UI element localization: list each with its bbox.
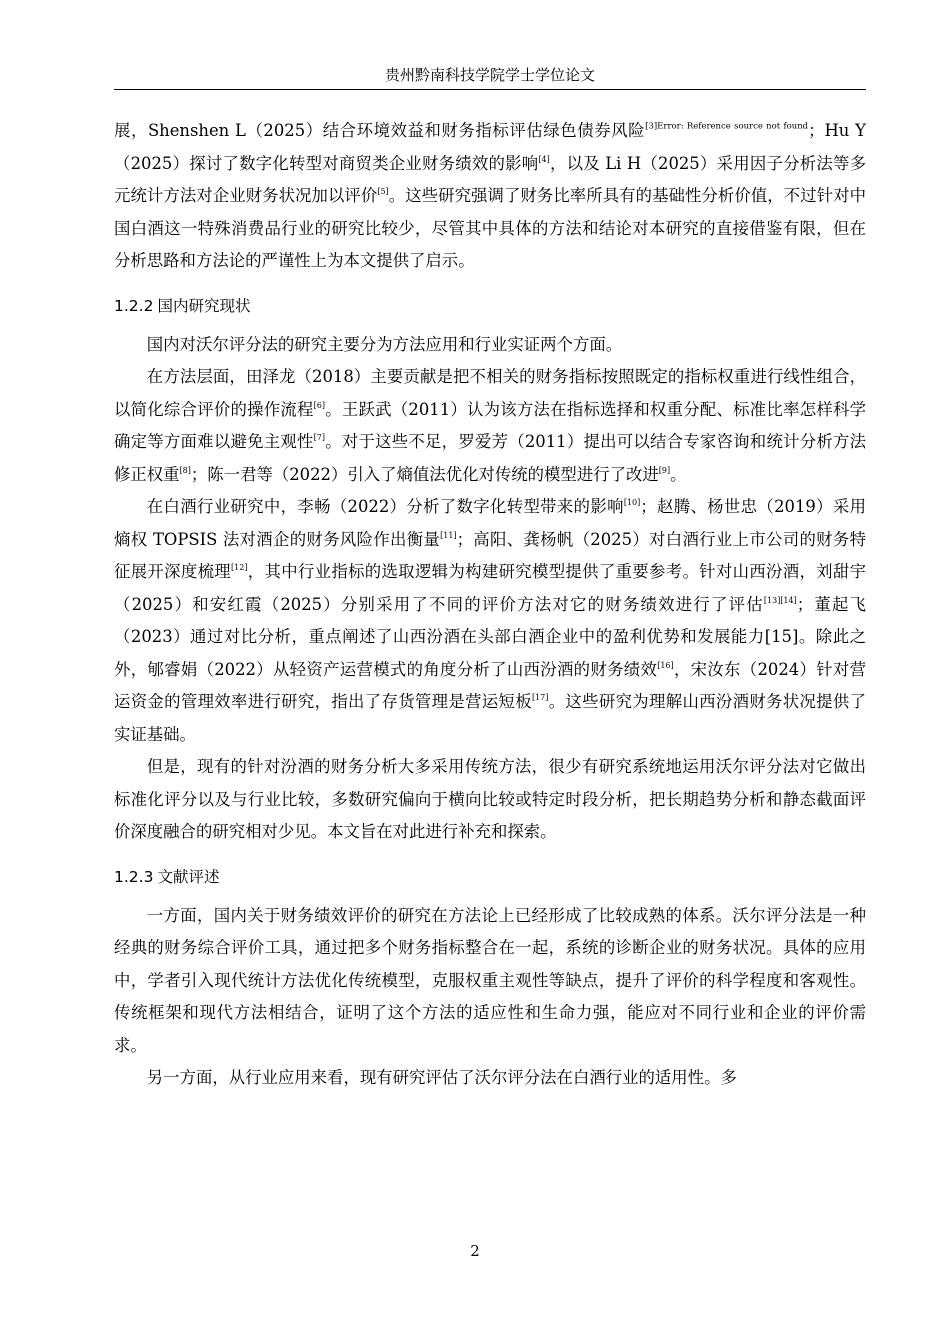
text-run: 一方面，国内关于财务绩效评价的研究在方法论上已经形成了比较成熟的体系。沃尔评分法是一种经典的财务综合评价工具，通过把多个财务指标整合在一起，系统的诊断企业的财务状况。具体的应用中，学者引入现代统计方法优化传统模型，克服权重主观性等缺点，提升了评价的科学程度和客观性。传统框架和现代方法相结合，证明了这个方法的适应性和生命力强，能应对不同行业和企业的评价需求。 — [114, 905, 866, 1055]
text-run: 展，Shenshen L（2025）结合环境效益和财务指标评估绿色债券风险 — [114, 121, 646, 140]
body-text — [114, 115, 866, 1095]
section-title: 文献评述 — [157, 867, 220, 886]
text-run: 。 — [670, 464, 687, 484]
text-run: 另一方面，从行业应用来看，现有研究评估了沃尔评分法在白酒行业的适用性。多 — [146, 1068, 737, 1087]
citation: [9] — [658, 465, 671, 475]
header-rule — [114, 89, 866, 90]
text-run: ；赵腾、杨世忠（2019）采用熵权 TOPSIS 法对酒企的财务风险作出衡量 — [114, 497, 866, 549]
citation: [8] — [179, 465, 191, 475]
text-run: ，以及 Li H（2025）采用因子分析法等多元统计方法对企业财务状况加以评价 — [114, 153, 866, 205]
citation: [17] — [531, 692, 549, 702]
text-run: 国内对沃尔评分法的研究主要分为方法应用和行业实证两个方面。 — [146, 334, 623, 354]
text-run: 在白酒行业研究中，李畅（2022）分析了数字化转型带来的影响 — [146, 497, 624, 516]
section-heading-1-2-2 — [114, 292, 866, 320]
text-run: ，其中行业指标的选取逻辑为构建研究模型提供了重要参考。针对山西汾酒，刘甜宇（2025）和安红霞（2025）分别采用了不同的评价方法对它的财务绩效进行了评估 — [114, 562, 867, 614]
running-header: 贵州黔南科技学院学士学位论文 — [384, 66, 595, 84]
section-heading-1-2-3 — [114, 863, 866, 891]
citation: [6] — [313, 400, 325, 410]
citation: [13][14] — [763, 595, 797, 605]
paragraph — [114, 751, 866, 849]
section-number: 1.2.2 — [114, 296, 154, 315]
text-run: 。对于这些不足，罗爱芳（2011）提出可以结合专家咨询和统计分析方法修正权重 — [114, 432, 867, 484]
citation: [7] — [313, 432, 325, 442]
text-run: 。王跃武（2011）认为该方法在指标选择和权重分配、标准比率怎样科学确定等方面难以避免主观性 — [114, 399, 867, 451]
text-run: ；董起飞（2023）通过对比分析，重点阐述了山西汾酒在头部白酒企业中的盈利优势和发展能力[15]。除此之外，郇睿娟（2022）从轻资产运营模式的角度分析了山西汾酒的财务绩效 — [114, 594, 866, 679]
citation: [5] — [377, 186, 389, 196]
text-run: ；高阳、龚杨帆（2025）对白酒行业上市公司的财务特征展开深度梳理 — [114, 529, 867, 581]
text-run: 。这些研究为理解山西汾酒财务状况提供了实证基础。 — [114, 692, 867, 744]
section-title: 国内研究现状 — [157, 296, 251, 315]
paragraph — [114, 329, 866, 362]
text-run: ；Hu Y（2025）探讨了数字化转型对商贸类企业财务绩效的影响 — [114, 121, 866, 173]
text-run: ，宋汝东（2024）针对营运资金的管理效率进行研究，指出了存货管理是营运短板 — [114, 659, 867, 711]
citation: [16] — [657, 660, 674, 670]
citation: [10] — [623, 497, 641, 507]
paragraph — [114, 900, 866, 1063]
paragraph — [114, 1062, 866, 1095]
citation: [12] — [231, 562, 248, 572]
paragraph — [114, 361, 866, 491]
page-number: 2 — [470, 1242, 480, 1260]
text-run: ；陈一君等（2022）引入了熵值法优化对传统的模型进行了改进 — [190, 464, 659, 484]
citation: [3]Error: Reference source not found — [645, 121, 809, 132]
text-run: 但是，现有的针对汾酒的财务分析大多采用传统方法，很少有研究系统地运用沃尔评分法对它做出标准化评分以及与行业比较，多数研究偏向于横向比较或特定时段分析，把长期趋势分析和静态截面评价深度融合的研究相对少见。本文旨在对此进行补充和探索。 — [114, 757, 866, 841]
citation: [4] — [538, 154, 550, 164]
section-number: 1.2.3 — [114, 867, 154, 886]
text-run: 。这些研究强调了财务比率所具有的基础性分析价值，不过针对中国白酒这一特殊消费品行业的研究比较少，尽管其中具体的方法和结论对本研究的直接借鉴有限，但在分析思路和方法论的严谨性上为本文提供了启示。 — [114, 186, 866, 270]
paragraph — [114, 491, 866, 751]
citation: [11] — [440, 530, 457, 540]
text-run: 在方法层面，田泽龙（2018）主要贡献是把不相关的财务指标按照既定的指标权重进行线性组合，以简化综合评价的操作流程 — [114, 367, 866, 419]
paragraph-continued — [114, 115, 866, 278]
